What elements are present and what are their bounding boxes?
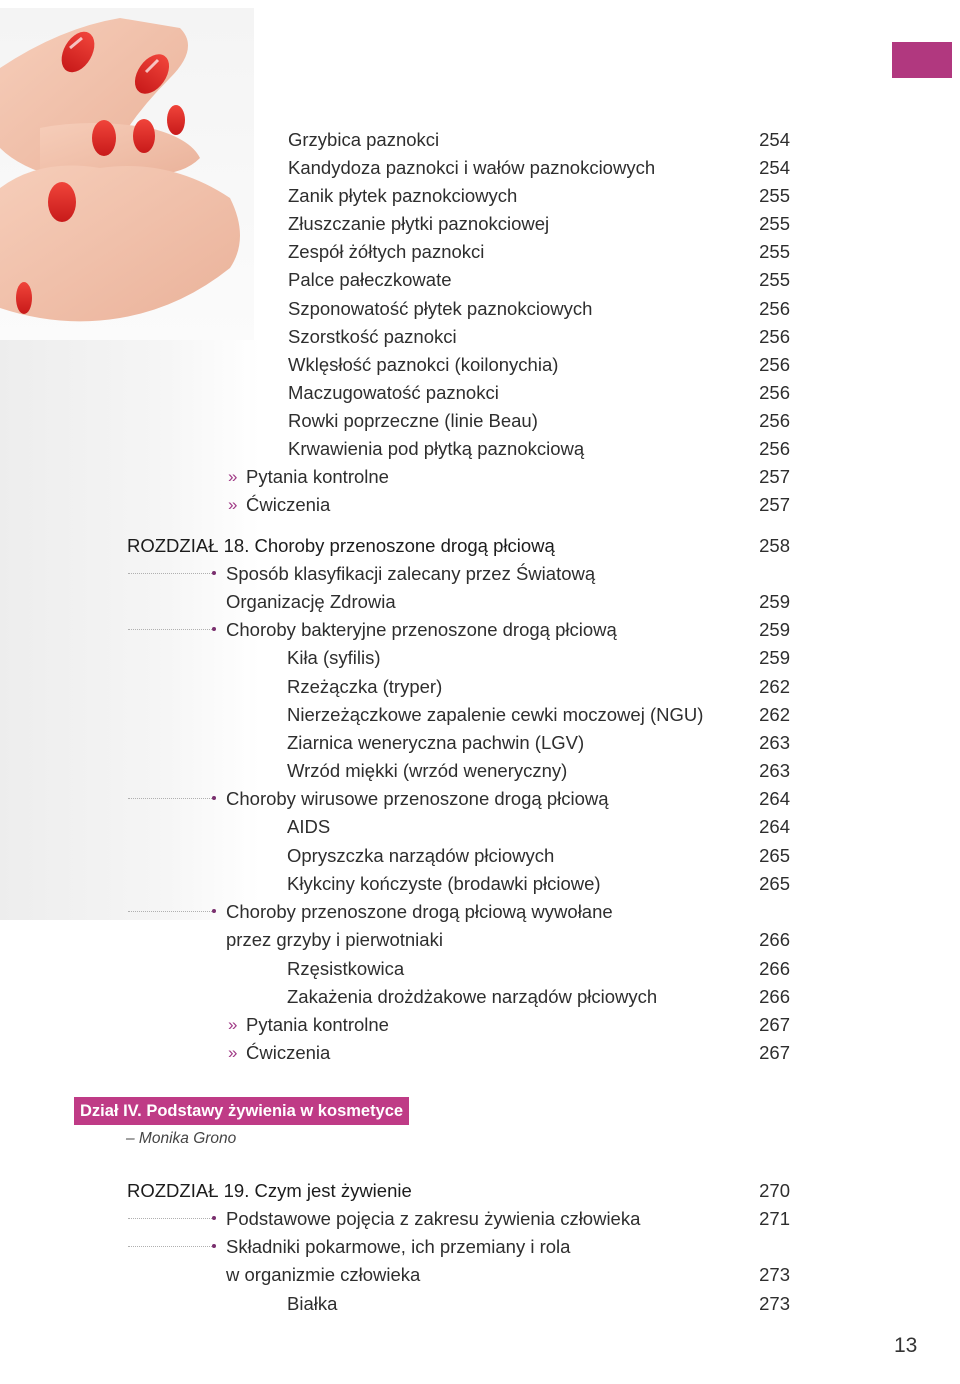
toc-entry-title: Ćwiczenia — [246, 494, 331, 515]
toc-entry-page: 255 — [759, 185, 790, 206]
toc-entry-page: 264 — [759, 788, 790, 809]
toc-entry-title: Zanik płytek paznokciowych — [288, 185, 518, 206]
toc-subsection[interactable] — [0, 898, 960, 926]
leader-line — [128, 798, 214, 799]
toc-entry-continuation[interactable] — [0, 588, 960, 616]
toc-entry-continuation[interactable] — [0, 926, 960, 954]
toc-entry[interactable] — [0, 435, 960, 463]
toc-entry-title: Składniki pokarmowe, ich przemiany i rola — [226, 1236, 571, 1257]
toc-entry-title: przez grzyby i pierwotniaki — [226, 929, 443, 950]
toc-entry-title: Kandydoza paznokci i wałów paznokciowych — [288, 157, 656, 178]
toc-entry[interactable] — [0, 295, 960, 323]
toc-entry-review[interactable] — [0, 463, 960, 491]
double-chevron-icon: » — [228, 467, 238, 486]
chapter-page: 258 — [759, 535, 790, 556]
toc-entry[interactable] — [0, 757, 960, 785]
bullet-dot-icon — [212, 627, 216, 631]
leader-line — [128, 629, 214, 630]
toc-entry-page: 267 — [759, 1014, 790, 1035]
toc-entry-review[interactable] — [0, 1011, 960, 1039]
toc-entry-page: 265 — [759, 845, 790, 866]
toc-entry-continuation[interactable] — [0, 1261, 960, 1289]
toc-entry[interactable] — [0, 870, 960, 898]
toc-subsection[interactable] — [0, 616, 960, 644]
toc-entry-title: Ziarnica weneryczna pachwin (LGV) — [287, 732, 585, 753]
toc-entry-exercises[interactable] — [0, 1039, 960, 1067]
toc-entry-page: 267 — [759, 1042, 790, 1063]
toc-entry-title: Rzęsistkowica — [287, 958, 405, 979]
toc-entry-page: 256 — [759, 382, 790, 403]
toc-entry-page: 256 — [759, 438, 790, 459]
toc-entry-title: Kłykciny kończyste (brodawki płciowe) — [287, 873, 601, 894]
toc-entry-page: 256 — [759, 354, 790, 375]
chapter-heading[interactable] — [0, 1177, 960, 1205]
double-chevron-icon: » — [228, 495, 238, 514]
toc-entry-title: Białka — [287, 1293, 338, 1314]
toc-entry[interactable] — [0, 266, 960, 294]
toc-entry[interactable] — [0, 407, 960, 435]
toc-entry[interactable] — [0, 813, 960, 841]
toc-entry-title: Pytania kontrolne — [246, 1014, 389, 1035]
page-number: 13 — [894, 1334, 918, 1357]
section-banner[interactable]: Dział IV. Podstawy żywienia w kosmetyce — [74, 1097, 409, 1125]
bullet-dot-icon — [212, 1244, 216, 1248]
toc-entry-title: Opryszczka narządów płciowych — [287, 845, 555, 866]
toc-entry[interactable] — [0, 701, 960, 729]
bullet-dot-icon — [212, 1216, 216, 1220]
toc-entry-title: Maczugowatość paznokci — [288, 382, 499, 403]
toc-entry-page: 259 — [759, 591, 790, 612]
toc-entry[interactable] — [0, 182, 960, 210]
toc-entry-title: Kiła (syfilis) — [287, 647, 381, 668]
toc-entry[interactable] — [0, 126, 960, 154]
toc-entry-page: 259 — [759, 619, 790, 640]
toc-entry-title: Zespół żółtych paznokci — [288, 241, 485, 262]
toc-entry-page: 255 — [759, 213, 790, 234]
toc-subsection[interactable] — [0, 560, 960, 588]
toc-entry-page: 266 — [759, 958, 790, 979]
toc-entry-page: 262 — [759, 704, 790, 725]
toc-entry-title: AIDS — [287, 816, 331, 837]
toc-entry-page: 263 — [759, 760, 790, 781]
toc-entry-title: w organizmie człowieka — [226, 1264, 421, 1285]
toc-entry[interactable] — [0, 729, 960, 757]
toc-subsection[interactable] — [0, 1233, 960, 1261]
toc-entry-page: 254 — [759, 129, 790, 150]
toc-entry-page: 262 — [759, 676, 790, 697]
toc-entry-title: Szorstkość paznokci — [288, 326, 457, 347]
toc-entry-page: 265 — [759, 873, 790, 894]
toc-entry-page: 266 — [759, 929, 790, 950]
toc-entry-page: 255 — [759, 241, 790, 262]
toc-entry-title: Rowki poprzeczne (linie Beau) — [288, 410, 538, 431]
toc-entry-title: Ćwiczenia — [246, 1042, 331, 1063]
toc-entry-page: 273 — [759, 1264, 790, 1285]
section-author: – Monika Grono — [126, 1130, 237, 1147]
toc-entry[interactable] — [0, 379, 960, 407]
toc-entry[interactable] — [0, 154, 960, 182]
toc-subsection[interactable] — [0, 785, 960, 813]
toc-entry-title: Choroby wirusowe przenoszone drogą płciową — [226, 788, 609, 809]
toc-entry[interactable] — [0, 238, 960, 266]
toc-entry-title: Sposób klasyfikacji zalecany przez Światową — [226, 563, 596, 584]
toc-entry[interactable] — [0, 323, 960, 351]
toc-entry-page: 257 — [759, 466, 790, 487]
toc-entry-page: 256 — [759, 410, 790, 431]
toc-entry-exercises[interactable] — [0, 491, 960, 519]
toc-entry-page: 257 — [759, 494, 790, 515]
chapter-title: ROZDZIAŁ 18. Choroby przenoszone drogą płciową — [127, 535, 555, 556]
toc-entry-title: Nierzeżączkowe zapalenie cewki moczowej (NGU) — [287, 704, 704, 725]
toc-entry-page: 263 — [759, 732, 790, 753]
chapter-title: ROZDZIAŁ 19. Czym jest żywienie — [127, 1180, 412, 1201]
toc-entry-page: 256 — [759, 326, 790, 347]
toc-entry-title: Pytania kontrolne — [246, 466, 389, 487]
toc-entry[interactable] — [0, 983, 960, 1011]
toc-entry-title: Choroby przenoszone drogą płciową wywołane — [226, 901, 613, 922]
bullet-dot-icon — [212, 909, 216, 913]
toc-subsection[interactable] — [0, 1205, 960, 1233]
toc-entry-title: Krwawienia pod płytką paznokciową — [288, 438, 585, 459]
toc-entry-title: Wrzód miękki (wrzód weneryczny) — [287, 760, 568, 781]
toc-entry-title: Wklęsłość paznokci (koilonychia) — [288, 354, 559, 375]
bullet-dot-icon — [212, 571, 216, 575]
toc-entry-title: Choroby bakteryjne przenoszone drogą płciową — [226, 619, 617, 640]
toc-entry-title: Grzybica paznokci — [288, 129, 440, 150]
toc-entry[interactable] — [0, 955, 960, 983]
double-chevron-icon: » — [228, 1015, 238, 1034]
leader-line — [128, 573, 214, 574]
toc-entry-title: Szponowatość płytek paznokciowych — [288, 298, 593, 319]
toc-entry-page: 259 — [759, 647, 790, 668]
bullet-dot-icon — [212, 796, 216, 800]
toc-entry[interactable] — [0, 842, 960, 870]
toc-entry[interactable] — [0, 644, 960, 672]
toc-entry-page: 256 — [759, 298, 790, 319]
chapter-heading[interactable] — [0, 532, 960, 560]
toc-entry-title: Podstawowe pojęcia z zakresu żywienia człowieka — [226, 1208, 641, 1229]
toc-entry-title: Palce pałeczkowate — [288, 269, 452, 290]
toc-entry-page: 266 — [759, 986, 790, 1007]
section-color-tab — [892, 42, 952, 78]
toc-entry[interactable] — [0, 210, 960, 238]
toc-entry-title: Organizację Zdrowia — [226, 591, 396, 612]
double-chevron-icon: » — [228, 1043, 238, 1062]
toc-entry-page: 264 — [759, 816, 790, 837]
toc-entry-page: 271 — [759, 1208, 790, 1229]
toc-entry-page: 254 — [759, 157, 790, 178]
toc-entry-page: 255 — [759, 269, 790, 290]
toc-entry-page: 273 — [759, 1293, 790, 1314]
leader-line — [128, 1218, 214, 1219]
toc-entry-title: Rzeżączka (tryper) — [287, 676, 443, 697]
toc-entry[interactable] — [0, 1290, 960, 1318]
leader-line — [128, 1246, 214, 1247]
toc-entry[interactable] — [0, 351, 960, 379]
toc-entry-title: Złuszczanie płytki paznokciowej — [288, 213, 550, 234]
leader-line — [128, 911, 214, 912]
toc-entry[interactable] — [0, 673, 960, 701]
chapter-page: 270 — [759, 1180, 790, 1201]
toc-entry-title: Zakażenia drożdżakowe narządów płciowych — [287, 986, 658, 1007]
